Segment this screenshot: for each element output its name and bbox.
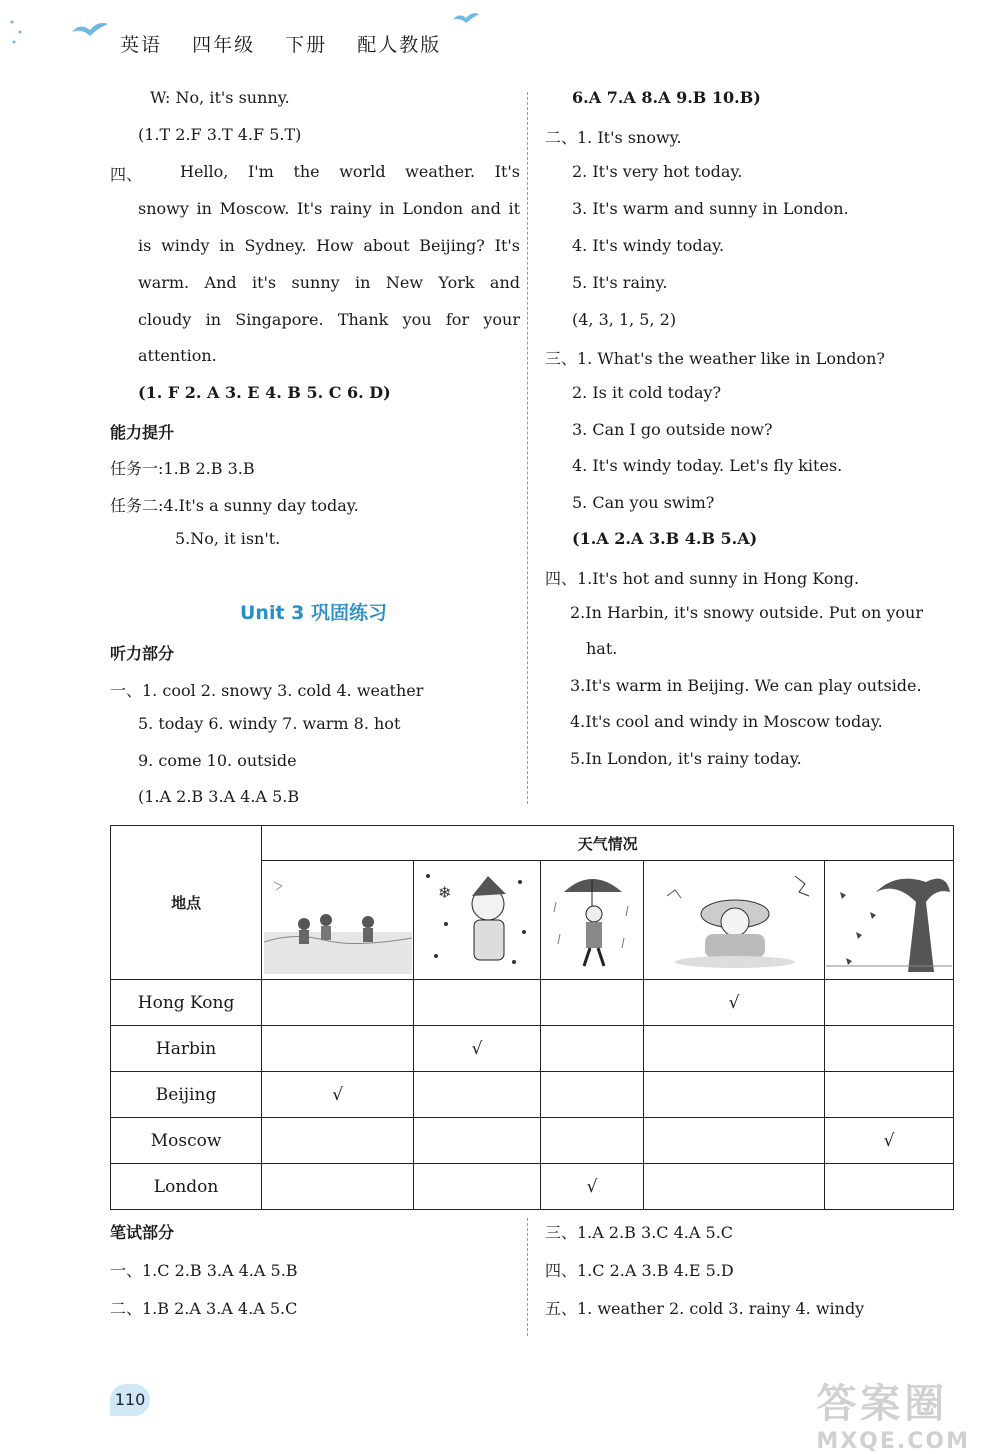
answer-line: hat.: [586, 639, 618, 658]
answer-line: 5.In London, it's rainy today.: [570, 749, 802, 768]
table-cell: [824, 1072, 953, 1118]
table-cell: [262, 1164, 414, 1210]
answer-line: 3. It's warm and sunny in London.: [572, 199, 849, 218]
para-line-wrap: [138, 199, 520, 218]
weather-table: [110, 825, 954, 1210]
para-line: snowy in Moscow. It's rainy in London and it: [138, 199, 520, 218]
table-cell: [644, 1072, 825, 1118]
para-line-wrap: [138, 310, 520, 329]
bird-decoration-icon: [452, 10, 480, 26]
watermark-line: 答案圈: [816, 1381, 949, 1427]
answer-line: 4. It's windy today. Let's fly kites.: [572, 456, 843, 475]
answer-line: 4. It's windy today.: [572, 236, 725, 255]
windy-weather-picture: [824, 861, 953, 980]
answer-line: 3.It's warm in Beijing. We can play outside.: [570, 676, 922, 695]
answer-line: 5. today 6. windy 7. warm 8. hot: [138, 714, 401, 733]
place-cell: Beijing: [111, 1072, 262, 1118]
check-mark: √: [824, 1118, 953, 1164]
section-title: 听力部分: [110, 644, 175, 663]
warm-weather-picture: [262, 861, 414, 980]
sunny-weather-picture: [644, 861, 825, 980]
table-cell: [262, 1118, 414, 1164]
unit-title: Unit 3 巩固练习: [240, 602, 387, 624]
header-subject: 英语: [120, 34, 163, 56]
page-header: [120, 30, 463, 57]
answer-line: 2. It's very hot today.: [572, 162, 743, 181]
snowy-weather-picture: [414, 861, 541, 980]
answer-line: 一、1. cool 2. snowy 3. cold 4. weather: [110, 681, 424, 700]
watermark-line: MXQE.COM: [816, 1429, 970, 1454]
answer-line: 6.A 7.A 8.A 9.B 10.B): [572, 88, 761, 107]
answer-line: 五、1. weather 2. cold 3. rainy 4. windy: [545, 1299, 865, 1318]
place-cell: Harbin: [111, 1026, 262, 1072]
answer-line: 5. It's rainy.: [572, 273, 668, 292]
answer-line: (4, 3, 1, 5, 2): [572, 310, 677, 329]
place-cell: London: [111, 1164, 262, 1210]
header-edition: 配人教版: [357, 34, 442, 56]
answer-line: 三、1. What's the weather like in London?: [545, 349, 886, 368]
answer-line: (1.A 2.A 3.B 4.B 5.A): [572, 529, 758, 548]
para-line: cloudy in Singapore. Thank you for your: [138, 310, 520, 329]
answer-line: 9. come 10. outside: [138, 751, 297, 770]
table-cell: [644, 1026, 825, 1072]
place-header: 地点: [111, 826, 262, 980]
table-cell: [262, 1026, 414, 1072]
table-cell: [824, 1164, 953, 1210]
answer-line: 2.In Harbin, it's snowy outside. Put on your: [570, 603, 923, 622]
answer-line: (1. F 2. A 3. E 4. B 5. C 6. D): [138, 383, 391, 402]
rainy-weather-picture: [541, 861, 644, 980]
bird-decoration-icon: [70, 18, 110, 40]
table-cell: [414, 980, 541, 1026]
place-cell: Moscow: [111, 1118, 262, 1164]
header-grade: 四年级: [192, 34, 256, 56]
para-line: attention.: [138, 346, 217, 365]
table-cell: [262, 980, 414, 1026]
answer-line: 四、1.It's hot and sunny in Hong Kong.: [545, 569, 860, 588]
table-cell: [541, 1026, 644, 1072]
section-label: 四、: [110, 165, 143, 184]
para-line-wrap: [138, 236, 520, 255]
place-cell: Hong Kong: [111, 980, 262, 1026]
answer-line: 5. Can you swim?: [572, 493, 715, 512]
table-cell: [541, 1072, 644, 1118]
dots-decoration-icon: [8, 18, 28, 48]
para-line-wrap: [138, 273, 520, 292]
table-cell: [824, 1026, 953, 1072]
watermark: [816, 1372, 970, 1454]
table-cell: [414, 1164, 541, 1210]
table-cell: [414, 1118, 541, 1164]
section-title: 能力提升: [110, 423, 175, 442]
answer-line: 3. Can I go outside now?: [572, 420, 773, 439]
column-divider: [527, 1218, 528, 1336]
para-line: Hello, I'm the world weather. It's: [180, 162, 520, 181]
answer-line: 任务二:4.It's a sunny day today.: [110, 496, 359, 515]
check-mark: √: [414, 1026, 541, 1072]
answer-line: 一、1.C 2.B 3.A 4.A 5.B: [110, 1261, 298, 1280]
para-line: is windy in Sydney. How about Beijing? It's: [138, 236, 520, 255]
answer-line: 二、1.B 2.A 3.A 4.A 5.C: [110, 1299, 298, 1318]
check-mark: √: [541, 1164, 644, 1210]
answer-line: (1.T 2.F 3.T 4.F 5.T): [138, 125, 302, 144]
paragraph: [138, 162, 520, 181]
answer-line: 2. Is it cold today?: [572, 383, 722, 402]
answer-line: (1.A 2.B 3.A 4.A 5.B: [138, 787, 300, 806]
column-divider: [527, 92, 528, 804]
answer-line: 5.No, it isn't.: [175, 529, 281, 548]
check-mark: √: [644, 980, 825, 1026]
table-cell: [541, 980, 644, 1026]
table-cell: [414, 1072, 541, 1118]
svg-text:❄: ❄: [438, 882, 452, 902]
page-number: 110: [110, 1384, 150, 1416]
check-mark: √: [262, 1072, 414, 1118]
answer-line: 二、1. It's snowy.: [545, 128, 682, 147]
para-line: warm. And it's sunny in New York and: [138, 273, 520, 292]
section-title: 笔试部分: [110, 1223, 175, 1242]
header-volume: 下册: [285, 34, 328, 56]
weather-header: 天气情况: [262, 826, 954, 861]
answer-line: W: No, it's sunny.: [150, 88, 290, 107]
answer-line: 四、1.C 2.A 3.B 4.E 5.D: [545, 1261, 734, 1280]
answer-line: 4.It's cool and windy in Moscow today.: [570, 712, 883, 731]
table-cell: [644, 1118, 825, 1164]
table-cell: [541, 1118, 644, 1164]
table-cell: [824, 980, 953, 1026]
answer-line: 三、1.A 2.B 3.C 4.A 5.C: [545, 1223, 734, 1242]
table-cell: [644, 1164, 825, 1210]
answer-line: 任务一:1.B 2.B 3.B: [110, 459, 255, 478]
